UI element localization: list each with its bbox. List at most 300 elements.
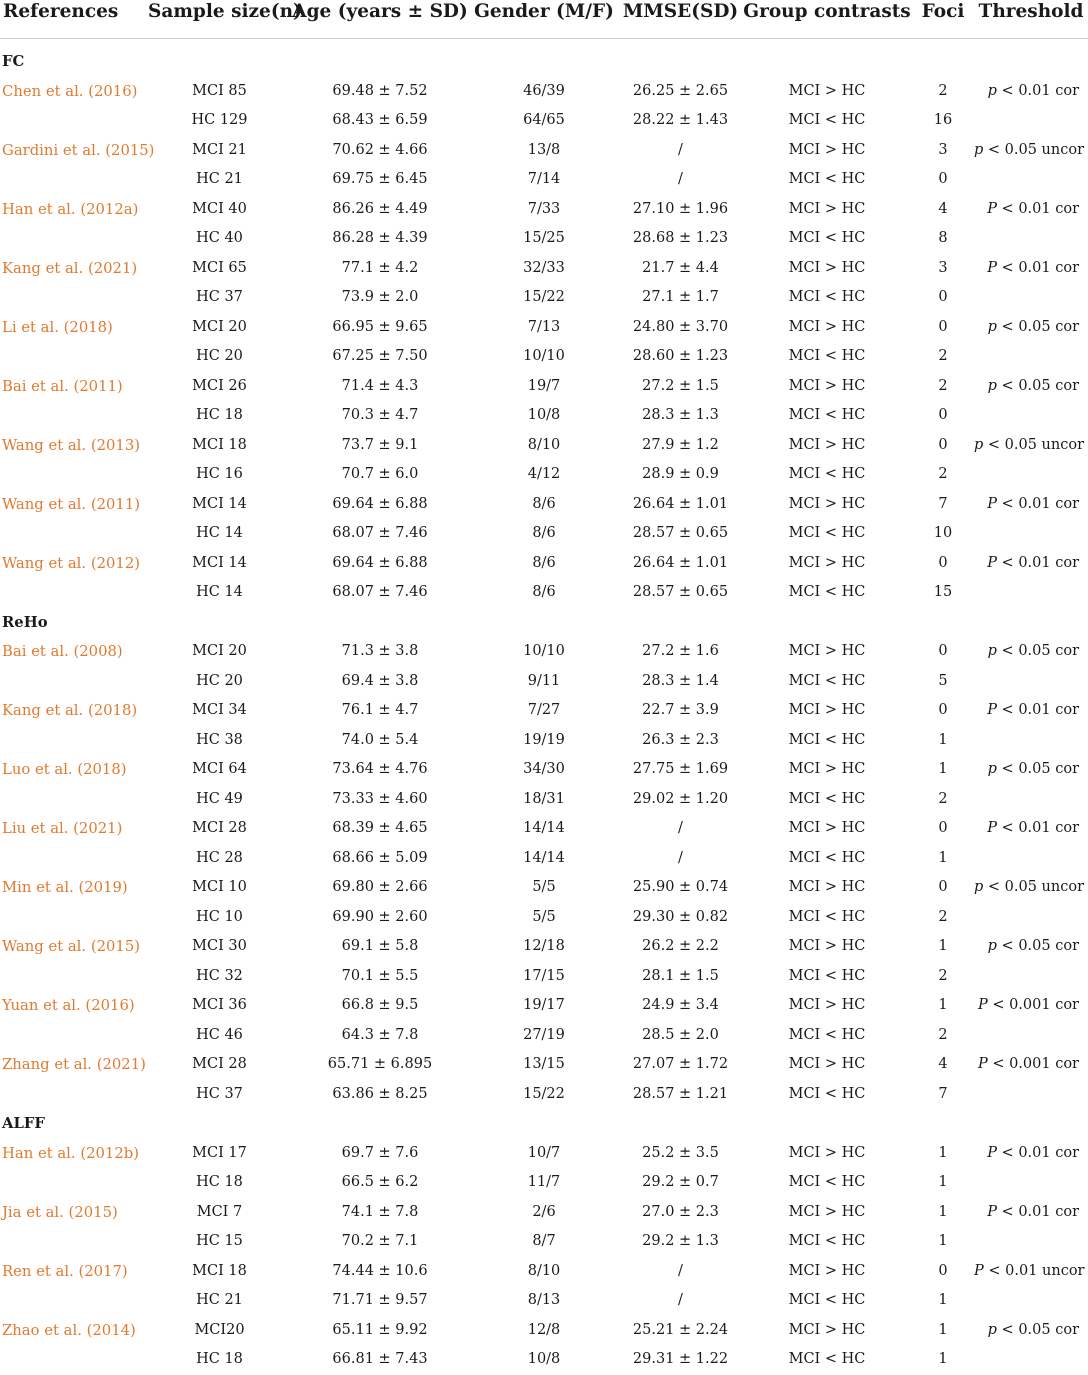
mmse-cell: 24.80 ± 3.70: [632, 318, 729, 335]
table-row: [0, 313, 1088, 343]
mmse-cell: 27.07 ± 1.72: [632, 1056, 729, 1072]
foci-cell: 1: [938, 731, 948, 748]
sample-size-cell: HC 10: [196, 908, 243, 925]
gender-cell: 19/17: [523, 997, 565, 1013]
threshold-p-symbol: P: [987, 1144, 997, 1161]
threshold-p-symbol: p: [974, 879, 984, 895]
sample-size-cell: MCI20: [194, 1321, 245, 1338]
sample-size-cell: HC 21: [196, 1292, 243, 1308]
table-row: [0, 1257, 1088, 1287]
gender-cell: 10/8: [527, 407, 561, 423]
reference-cell-empty: [0, 785, 148, 815]
sample-size-cell: MCI 20: [192, 643, 247, 659]
foci-cell: 2: [938, 82, 948, 99]
group-contrast-cell: MCI > HC: [788, 1144, 866, 1161]
threshold-cell-empty: [974, 1286, 1088, 1316]
group-contrast-cell: MCI < HC: [788, 407, 866, 423]
sample-size-cell: MCI 26: [192, 377, 247, 394]
gender-cell: 32/33: [523, 259, 565, 276]
table-row: [0, 1080, 1088, 1110]
threshold-value: < 0.01 cor: [996, 820, 1079, 836]
sample-size-cell: HC 15: [196, 1233, 243, 1249]
group-contrast-cell: MCI < HC: [788, 466, 866, 482]
threshold-cell: [974, 991, 1088, 1021]
age-cell: 69.48 ± 7.52: [332, 82, 428, 99]
reference-cell-empty: [0, 578, 148, 608]
age-cell: 70.3 ± 4.7: [341, 407, 419, 423]
foci-cell: 1: [938, 1144, 948, 1161]
table-row: [0, 1021, 1088, 1051]
sample-size-cell: MCI 64: [192, 761, 247, 777]
threshold-cell: [974, 814, 1088, 844]
table-row: [0, 696, 1088, 726]
age-cell: 65.11 ± 9.92: [332, 1321, 428, 1338]
mmse-cell: 26.64 ± 1.01: [632, 554, 729, 571]
sample-size-cell: MCI 14: [192, 554, 247, 571]
mmse-cell: 28.3 ± 1.3: [642, 407, 719, 423]
gender-cell: 13/15: [523, 1056, 565, 1072]
age-cell: 66.8 ± 9.5: [341, 997, 419, 1013]
gender-cell: 7/14: [527, 171, 561, 187]
foci-cell: 7: [938, 495, 948, 512]
sample-size-cell: HC 49: [196, 790, 243, 807]
reference-link[interactable]: Wang et al. (2012): [2, 554, 141, 572]
threshold-cell-empty: [974, 785, 1088, 815]
threshold-cell: [974, 313, 1088, 343]
gender-cell: 34/30: [523, 761, 565, 777]
reference-link[interactable]: Zhang et al. (2021): [2, 1056, 146, 1073]
group-contrast-cell: MCI > HC: [788, 1056, 866, 1072]
foci-cell: 2: [938, 348, 948, 364]
foci-cell: 0: [938, 554, 948, 571]
mmse-cell: 26.25 ± 2.65: [632, 82, 729, 99]
group-contrast-cell: MCI > HC: [788, 1262, 866, 1279]
threshold-value: < 0.01 cor: [996, 554, 1079, 571]
table-row: [0, 1139, 1088, 1169]
reference-link[interactable]: Min et al. (2019): [2, 879, 128, 896]
age-cell: 64.3 ± 7.8: [341, 1026, 419, 1043]
group-contrast-cell: MCI < HC: [788, 672, 866, 689]
group-contrast-cell: MCI > HC: [788, 377, 866, 394]
table-row: [0, 726, 1088, 756]
age-cell: 69.7 ± 7.6: [341, 1144, 419, 1161]
threshold-cell-empty: [974, 1168, 1088, 1198]
gender-cell: 14/14: [523, 820, 565, 836]
age-cell: 66.5 ± 6.2: [341, 1174, 419, 1190]
foci-cell: 1: [938, 761, 948, 777]
sample-size-cell: HC 18: [196, 1174, 243, 1190]
age-cell: 69.75 ± 6.45: [332, 171, 428, 187]
table-row: [0, 224, 1088, 254]
group-contrast-cell: MCI > HC: [788, 1203, 866, 1220]
reference-link[interactable]: Kang et al. (2018): [2, 702, 138, 719]
gender-cell: 8/6: [532, 495, 556, 512]
reference-link[interactable]: Liu et al. (2021): [2, 820, 123, 837]
threshold-p-symbol: P: [987, 554, 997, 571]
table-row: [0, 1316, 1088, 1346]
sample-size-cell: MCI 14: [192, 495, 247, 512]
age-cell: 74.1 ± 7.8: [341, 1203, 419, 1220]
foci-cell: 2: [938, 790, 948, 807]
reference-link[interactable]: Zhao et al. (2014): [2, 1321, 136, 1339]
header-sample-size: Sample size(n): [148, 0, 291, 39]
age-cell: 68.39 ± 4.65: [332, 820, 428, 836]
mmse-cell: 26.2 ± 2.2: [642, 938, 719, 954]
table-row: [0, 785, 1088, 815]
threshold-cell-empty: [974, 1021, 1088, 1051]
group-contrast-cell: MCI < HC: [788, 348, 866, 364]
reference-cell-empty: [0, 283, 148, 313]
reference-cell-empty: [0, 667, 148, 697]
reference-link[interactable]: Wang et al. (2011): [2, 495, 141, 513]
foci-cell: 0: [938, 407, 948, 423]
foci-cell: 0: [938, 643, 948, 659]
group-contrast-cell: MCI > HC: [788, 820, 866, 836]
reference-cell-empty: [0, 844, 148, 874]
reference-link[interactable]: Bai et al. (2011): [2, 377, 123, 395]
age-cell: 70.62 ± 4.66: [332, 141, 428, 158]
gender-cell: 11/7: [527, 1174, 561, 1190]
gender-cell: 7/13: [527, 318, 561, 335]
group-contrast-cell: MCI < HC: [788, 731, 866, 748]
mmse-cell: 28.57 ± 1.21: [632, 1085, 729, 1102]
age-cell: 63.86 ± 8.25: [332, 1085, 428, 1102]
group-contrast-cell: MCI < HC: [788, 967, 866, 984]
reference-cell-empty: [0, 519, 148, 549]
foci-cell: 1: [938, 1292, 948, 1308]
reference-cell-empty: [0, 1080, 148, 1110]
table-row: [0, 1168, 1088, 1198]
gender-cell: 46/39: [523, 82, 565, 99]
threshold-p-symbol: p: [974, 436, 984, 453]
reference-link[interactable]: Yuan et al. (2016): [2, 997, 135, 1014]
mmse-cell: 27.75 ± 1.69: [632, 761, 729, 777]
group-contrast-cell: MCI < HC: [788, 171, 866, 187]
threshold-value: < 0.05 cor: [996, 377, 1079, 394]
threshold-cell-empty: [974, 224, 1088, 254]
table-row: [0, 814, 1088, 844]
threshold-cell: [974, 932, 1088, 962]
table-row: [0, 490, 1088, 520]
mmse-cell: 27.1 ± 1.7: [642, 289, 719, 305]
group-contrast-cell: MCI > HC: [788, 200, 866, 217]
reference-link[interactable]: Chen et al. (2016): [2, 82, 138, 100]
age-cell: 68.66 ± 5.09: [332, 849, 428, 866]
mmse-cell: 29.2 ± 1.3: [642, 1233, 719, 1249]
gender-cell: 14/14: [523, 849, 565, 866]
foci-cell: 0: [938, 289, 948, 305]
threshold-cell-empty: [974, 460, 1088, 490]
age-cell: 68.43 ± 6.59: [332, 112, 428, 128]
group-contrast-cell: MCI > HC: [788, 879, 866, 895]
reference-link[interactable]: Luo et al. (2018): [2, 761, 127, 778]
threshold-value: < 0.05 uncor: [983, 141, 1085, 158]
mmse-cell: 27.0 ± 2.3: [642, 1203, 719, 1220]
foci-cell: 3: [938, 141, 948, 158]
threshold-cell: [974, 1139, 1088, 1169]
mmse-cell: 29.2 ± 0.7: [642, 1174, 719, 1190]
reference-link[interactable]: Jia et al. (2015): [2, 1203, 118, 1221]
foci-cell: 15: [933, 584, 953, 600]
gender-cell: 10/10: [523, 348, 565, 364]
foci-cell: 16: [933, 112, 953, 128]
foci-cell: 4: [938, 200, 948, 217]
gender-cell: 19/19: [523, 731, 565, 748]
gender-cell: 12/8: [527, 1321, 561, 1338]
age-cell: 67.25 ± 7.50: [332, 348, 428, 364]
gender-cell: 5/5: [532, 908, 556, 925]
threshold-cell: [974, 1198, 1088, 1228]
reference-cell-empty: [0, 1286, 148, 1316]
mmse-cell: /: [678, 141, 683, 158]
threshold-cell-empty: [974, 342, 1088, 372]
gender-cell: 17/15: [523, 967, 565, 984]
sample-size-cell: MCI 85: [192, 82, 247, 99]
header-row: [0, 0, 1088, 39]
age-cell: 74.44 ± 10.6: [332, 1262, 428, 1279]
sample-size-cell: HC 40: [196, 230, 243, 246]
group-contrast-cell: MCI > HC: [788, 761, 866, 777]
reference-link[interactable]: Kang et al. (2021): [2, 259, 138, 277]
gender-cell: 10/7: [527, 1144, 561, 1161]
threshold-p-symbol: P: [987, 1203, 997, 1220]
mmse-cell: 25.2 ± 3.5: [642, 1144, 719, 1161]
reference-cell-empty: [0, 106, 148, 136]
gender-cell: 5/5: [532, 879, 556, 895]
mmse-cell: 28.68 ± 1.23: [632, 230, 729, 246]
age-cell: 66.81 ± 7.43: [332, 1351, 428, 1367]
threshold-cell-empty: [974, 844, 1088, 874]
foci-cell: 0: [938, 318, 948, 335]
sample-size-cell: MCI 28: [192, 820, 247, 836]
foci-cell: 10: [933, 525, 953, 541]
gender-cell: 8/6: [532, 584, 556, 600]
sample-size-cell: MCI 17: [192, 1144, 247, 1161]
mmse-cell: /: [678, 171, 683, 187]
reference-link[interactable]: Han et al. (2012b): [2, 1144, 140, 1162]
gender-cell: 8/6: [532, 554, 556, 571]
sample-size-cell: MCI 28: [192, 1056, 247, 1072]
threshold-cell: [974, 431, 1088, 461]
gender-cell: 7/27: [527, 702, 561, 718]
threshold-cell: [974, 372, 1088, 402]
threshold-p-symbol: p: [987, 1321, 997, 1338]
gender-cell: 27/19: [523, 1026, 565, 1043]
gender-cell: 15/22: [523, 1085, 565, 1102]
threshold-value: < 0.001 cor: [987, 997, 1079, 1013]
table-row: [0, 401, 1088, 431]
mmse-cell: 28.3 ± 1.4: [642, 672, 719, 689]
foci-cell: 0: [938, 171, 948, 187]
threshold-cell: [974, 549, 1088, 579]
age-cell: 76.1 ± 4.7: [341, 702, 419, 718]
gender-cell: 8/7: [532, 1233, 556, 1249]
reference-cell-empty: [0, 1168, 148, 1198]
threshold-value: < 0.05 cor: [996, 643, 1079, 659]
mmse-cell: /: [678, 849, 683, 866]
sample-size-cell: MCI 34: [192, 702, 247, 718]
sample-size-cell: MCI 65: [192, 259, 247, 276]
group-contrast-cell: MCI > HC: [788, 1321, 866, 1338]
foci-cell: 5: [938, 672, 948, 689]
sample-size-cell: HC 32: [196, 967, 243, 984]
reference-cell-empty: [0, 1021, 148, 1051]
age-cell: 65.71 ± 6.895: [327, 1056, 433, 1072]
group-contrast-cell: MCI > HC: [788, 554, 866, 571]
age-cell: 70.1 ± 5.5: [341, 967, 419, 984]
mmse-cell: 28.60 ± 1.23: [632, 348, 729, 364]
threshold-p-symbol: P: [974, 1262, 984, 1279]
group-contrast-cell: MCI < HC: [788, 230, 866, 246]
reference-cell-empty: [0, 460, 148, 490]
header-gender: Gender (M/F): [469, 0, 619, 39]
mmse-cell: 28.57 ± 0.65: [632, 525, 729, 541]
threshold-cell-empty: [974, 1080, 1088, 1110]
group-contrast-cell: MCI < HC: [788, 849, 866, 866]
section-title: FC: [2, 53, 25, 70]
reference-cell-empty: [0, 962, 148, 992]
mmse-cell: 27.9 ± 1.2: [642, 436, 719, 453]
reference-cell-empty: [0, 165, 148, 195]
threshold-value: < 0.01 cor: [996, 200, 1079, 217]
threshold-value: < 0.05 cor: [996, 1321, 1079, 1338]
threshold-value: < 0.05 cor: [996, 761, 1079, 777]
reference-link[interactable]: Wang et al. (2013): [2, 436, 141, 454]
sample-size-cell: HC 129: [191, 112, 248, 128]
table-row: [0, 254, 1088, 284]
reference-link[interactable]: Han et al. (2012a): [2, 200, 139, 218]
group-contrast-cell: MCI < HC: [788, 112, 866, 128]
table-row: [0, 1345, 1088, 1375]
threshold-cell-empty: [974, 962, 1088, 992]
age-cell: 86.28 ± 4.39: [332, 230, 428, 246]
group-contrast-cell: MCI < HC: [788, 525, 866, 541]
age-cell: 73.33 ± 4.60: [332, 790, 428, 807]
threshold-cell-empty: [974, 1227, 1088, 1257]
mmse-cell: 28.22 ± 1.43: [632, 112, 729, 128]
reference-link[interactable]: Bai et al. (2008): [2, 643, 123, 660]
mmse-cell: 25.21 ± 2.24: [632, 1321, 729, 1338]
table-row: [0, 549, 1088, 579]
threshold-value: < 0.05 uncor: [983, 436, 1085, 453]
age-cell: 73.64 ± 4.76: [332, 761, 428, 777]
gender-cell: 15/25: [523, 230, 565, 246]
threshold-p-symbol: P: [987, 702, 997, 718]
section-row: [0, 608, 1088, 638]
header-threshold: Threshold: [974, 0, 1088, 39]
threshold-cell-empty: [974, 106, 1088, 136]
group-contrast-cell: MCI < HC: [788, 1085, 866, 1102]
group-contrast-cell: MCI > HC: [788, 938, 866, 954]
section-title: ALFF: [2, 1115, 45, 1132]
reference-link[interactable]: Li et al. (2018): [2, 318, 113, 336]
foci-cell: 4: [938, 1056, 948, 1072]
table-row: [0, 1050, 1088, 1080]
reference-link[interactable]: Wang et al. (2015): [2, 938, 141, 955]
table-row: [0, 667, 1088, 697]
age-cell: 71.4 ± 4.3: [341, 377, 419, 394]
sample-size-cell: MCI 20: [192, 318, 247, 335]
table-row: [0, 372, 1088, 402]
threshold-value: < 0.05 uncor: [983, 879, 1085, 895]
header-mmse: MMSE(SD): [619, 0, 742, 39]
foci-cell: 1: [938, 938, 948, 954]
threshold-cell-empty: [974, 667, 1088, 697]
foci-cell: 0: [938, 702, 948, 718]
threshold-p-symbol: p: [987, 761, 997, 777]
threshold-cell: [974, 1257, 1088, 1287]
threshold-cell-empty: [974, 519, 1088, 549]
gender-cell: 8/10: [527, 436, 561, 453]
threshold-p-symbol: P: [987, 820, 997, 836]
threshold-cell: [974, 873, 1088, 903]
threshold-cell-empty: [974, 283, 1088, 313]
threshold-cell: [974, 637, 1088, 667]
foci-cell: 2: [938, 908, 948, 925]
age-cell: 70.2 ± 7.1: [341, 1233, 419, 1249]
mmse-cell: 26.3 ± 2.3: [642, 731, 719, 748]
threshold-value: < 0.05 cor: [996, 938, 1079, 954]
foci-cell: 1: [938, 997, 948, 1013]
mmse-cell: 22.7 ± 3.9: [642, 702, 719, 718]
table-row: [0, 1227, 1088, 1257]
header-group-contrasts: Group contrasts: [742, 0, 912, 39]
table-row: [0, 932, 1088, 962]
foci-cell: 8: [938, 230, 948, 246]
threshold-p-symbol: p: [987, 643, 997, 659]
table-row: [0, 755, 1088, 785]
age-cell: 69.80 ± 2.66: [332, 879, 428, 895]
reference-link[interactable]: Ren et al. (2017): [2, 1262, 128, 1280]
gender-cell: 4/12: [527, 466, 561, 482]
threshold-cell-empty: [974, 1345, 1088, 1375]
foci-cell: 0: [938, 820, 948, 836]
threshold-cell-empty: [974, 401, 1088, 431]
table-row: [0, 903, 1088, 933]
sample-size-cell: MCI 30: [192, 938, 247, 954]
threshold-value: < 0.01 cor: [996, 1203, 1079, 1220]
mmse-cell: 29.31 ± 1.22: [632, 1351, 729, 1367]
threshold-cell: [974, 1050, 1088, 1080]
mmse-cell: /: [678, 1262, 683, 1279]
table-row: [0, 873, 1088, 903]
threshold-cell: [974, 1316, 1088, 1346]
reference-cell-empty: [0, 903, 148, 933]
table-row: [0, 578, 1088, 608]
threshold-p-symbol: P: [987, 495, 997, 512]
threshold-cell: [974, 195, 1088, 225]
threshold-cell-empty: [974, 726, 1088, 756]
reference-link[interactable]: Gardini et al. (2015): [2, 141, 155, 159]
threshold-p-symbol: P: [987, 259, 997, 276]
group-contrast-cell: MCI > HC: [788, 997, 866, 1013]
table-row: [0, 637, 1088, 667]
threshold-p-symbol: p: [987, 377, 997, 394]
table-row: [0, 844, 1088, 874]
mmse-cell: /: [678, 1292, 683, 1308]
gender-cell: 10/8: [527, 1351, 561, 1367]
reference-cell-empty: [0, 401, 148, 431]
threshold-cell: [974, 136, 1088, 166]
mmse-cell: 28.57 ± 0.65: [632, 584, 729, 600]
threshold-p-symbol: P: [987, 200, 997, 217]
age-cell: 69.1 ± 5.8: [341, 938, 419, 954]
sample-size-cell: HC 46: [196, 1026, 243, 1043]
foci-cell: 7: [938, 1085, 948, 1102]
header-references: References: [0, 0, 148, 39]
table-row: [0, 77, 1088, 107]
foci-cell: 2: [938, 967, 948, 984]
